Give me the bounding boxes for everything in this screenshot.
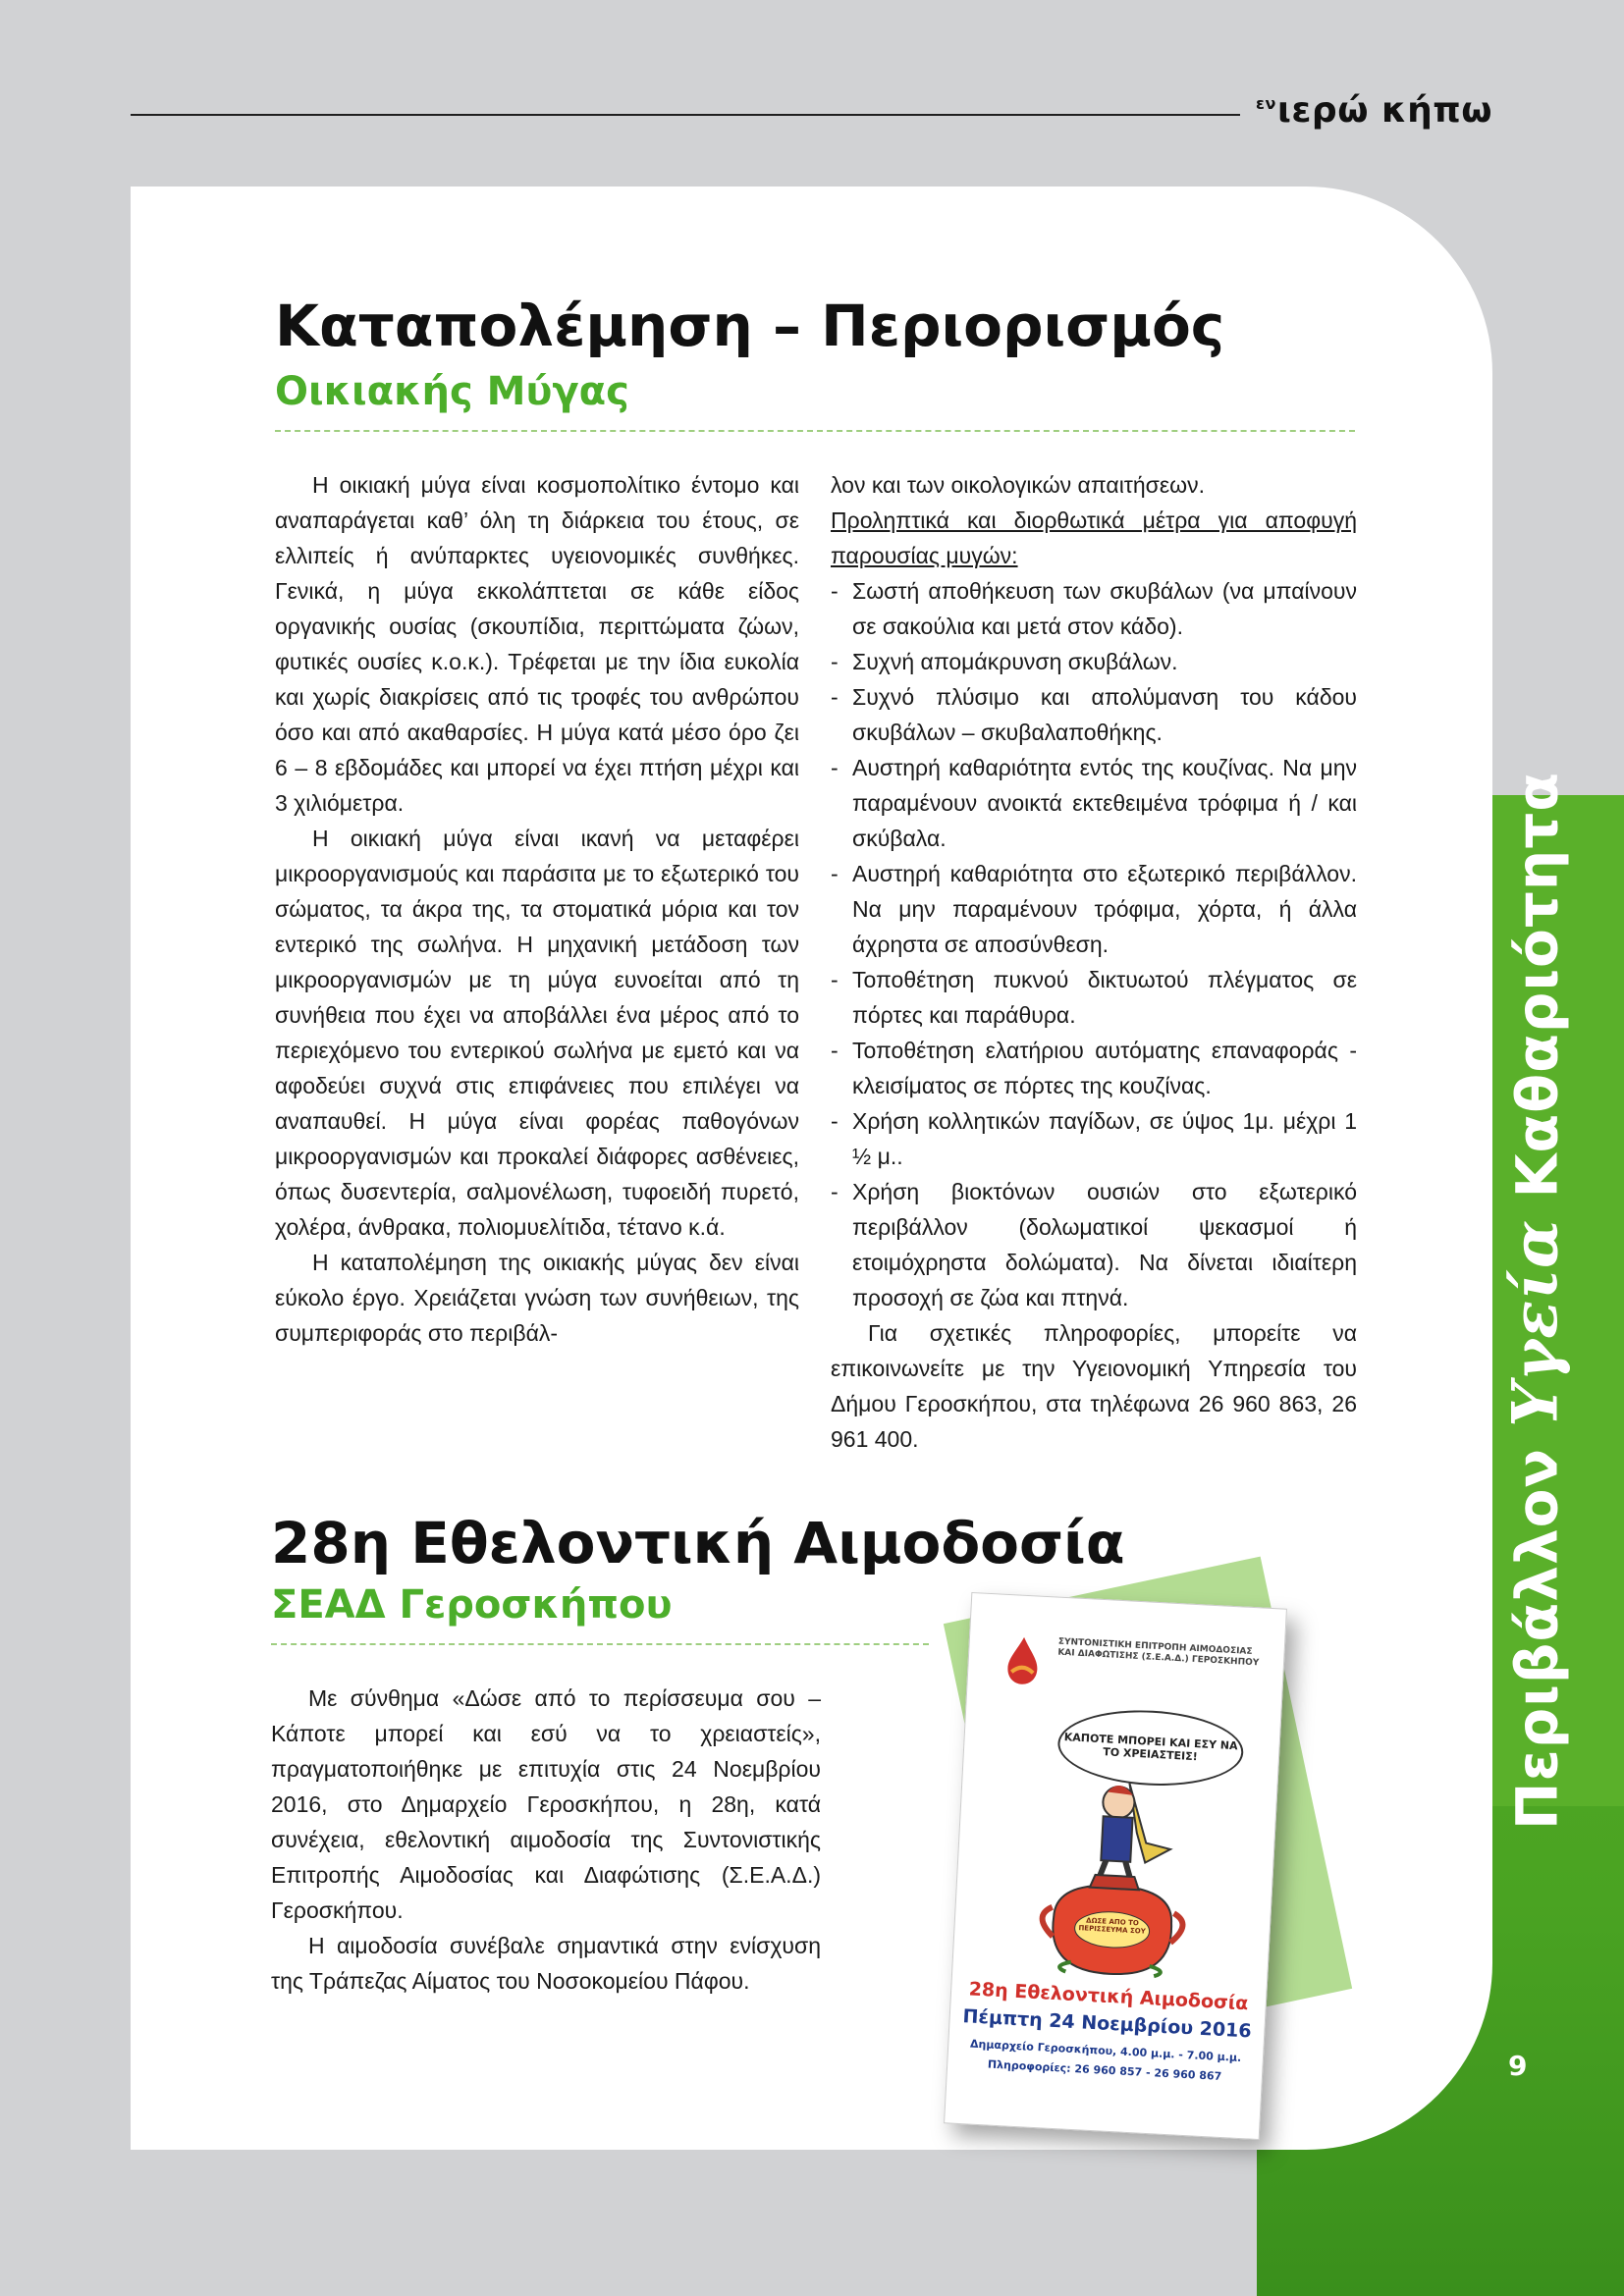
blood-drive-poster xyxy=(944,1592,1287,2140)
poster-jar-label: ΔΩΣΕ ΑΠΟ ΤΟ ΠΕΡΙΣΣΕΥΜΑ ΣΟΥ xyxy=(1078,1916,1146,1936)
section-label-highlight: Υγεία xyxy=(1498,1218,1573,1427)
article2-title: 28η Εθελοντική Αιμοδοσία xyxy=(271,1510,1125,1576)
list-item: - Αυστηρή καθαριότητα εντός της κουζίνας. Να μην παραμένουν ανοικτά εκτεθειμένα τρόφιμα ή / και σκύβαλα. xyxy=(831,750,1357,856)
header-rule xyxy=(131,114,1240,116)
poster-phone: Πληροφορίες: 26 960 857 - 26 960 867 xyxy=(987,2057,1222,2083)
list-item: - Αυστηρή καθαριότητα στο εξωτερικό περιβάλλον. Να μην παραμένουν τρόφιμα, χόρτα, ή άλλα άχρηστα σε αποσύνθεση. xyxy=(831,856,1357,962)
list-item: - Τοποθέτηση ελατήριου αυτόματης επαναφοράς - κλεισίματος σε πόρτες της κουζίνας. xyxy=(831,1033,1357,1103)
masthead-superscript: εν xyxy=(1256,94,1276,113)
poster-organisation: ΣΥΝΤΟΝΙΣΤΙΚΗ ΕΠΙΤΡΟΠΗ ΑΙΜΟΔΟΣΙΑΣ ΚΑΙ ΔΙΑΦΩΤΙΣΗΣ (Σ.Ε.Α.Δ.) ΓΕΡΟΣΚΗΠΟΥ xyxy=(1057,1636,1260,1669)
article1-column-1 xyxy=(275,467,799,1351)
article2-subtitle: ΣΕΑΔ Γεροσκήπου xyxy=(271,1582,673,1628)
section-label: Περιβάλλον Υγεία Καθαριότητα xyxy=(1498,771,1573,1831)
measures-list xyxy=(831,573,1357,1315)
article1-paragraph: Η οικιακή μύγα είναι ικανή να μεταφέρει μικροοργανισμούς και παράσιτα με το εξωτερικό του σώματος, τα άκρα της, τα στοματικά μόρια και τον εντερικό της σωλήνα. Η μηχανική μετάδοση των μικροοργανισμών με τη μύγα ευνοείται από τη συνήθεια που έχει να αποβάλλει ένα μέρος από το περιεχόμενο του εντερικού σωλήνα με εμετό και να αφοδεύει συχνά στις επιφάνειες που επιλέγει να αναπαυθεί. Η μύγα είναι φορέας παθογόνων μικροοργανισμών και προκαλεί διάφορες ασθένειες, όπως δυσεντερία, σαλμονέλωση, τυφοειδή πυρετό, χολέρα, άνθρακα, πολιομυελίτιδα, τέτανο κ.ά. xyxy=(275,826,799,1240)
article2-paragraph: Με σύνθημα «Δώσε από το περίσσευμα σου – Κάποτε μπορεί και εσύ να το χρειαστείς», πραγματοποιήθηκε με επιτυχία στις 24 Νοεμβρίου 2016, στο Δημαρχείο Γεροσκήπου, η 28η, κατά συνέχεια, εθελοντική αιμοδοσία της Συντονιστικής Επιτροπής Αιμοδοσίας και Διαφώτισης (Σ.Ε.Α.Δ.) Γεροσκήπου. xyxy=(271,1685,821,1923)
article1-paragraph: Η οικιακή μύγα είναι κοσμοπολίτικο έντομο και αναπαράγεται καθ’ όλη τη διάρκεια του έτους, σε ελλιπείς ή ανύπαρκτες υγειονομικές συνθήκες. Γενικά, η μύγα εκκολάπτεται σε κάθε είδος οργανικής ουσίας (σκουπίδια, περιττώματα ζώων, φυτικές ουσίες κ.ο.κ.). Τρέφεται με την ίδια ευκολία και χωρίς διακρίσεις από τις τροφές του ανθρώπου όσο και από ακαθαρσίες. Η μύγα κατά μέσο όρο ζει 6 – 8 εβδομάδες και μπορεί να έχει πτήση μέχρι και 3 χιλιόμετρα. xyxy=(275,472,799,816)
poster-speech-bubble: ΚΑΠΟΤΕ ΜΠΟΡΕΙ ΚΑΙ ΕΣΥ ΝΑ ΤΟ ΧΡΕΙΑΣΤΕΙΣ! xyxy=(1056,1706,1245,1790)
poster-title: 28η Εθελοντική Αιμοδοσία xyxy=(968,1978,1249,2015)
article1-paragraph: λον και των οικολογικών απαιτήσεων. xyxy=(831,472,1205,498)
article1-subtitle: Οικιακής Μύγας xyxy=(275,369,629,414)
list-item: - Συχνό πλύσιμο και απολύμανση του κάδου σκυβάλων – σκυβαλαποθήκης. xyxy=(831,679,1357,750)
poster-date: Πέμπτη 24 Νοεμβρίου 2016 xyxy=(962,2005,1253,2043)
blood-drop-logo-icon xyxy=(997,1632,1049,1694)
poster-venue: Δημαρχείο Γεροσκήπου, 4.00 μ.μ. - 7.00 μ.μ. xyxy=(969,2037,1242,2064)
masthead-title: ιερώ κήπω xyxy=(1276,90,1492,131)
cartoon-illustration-icon xyxy=(992,1767,1238,1985)
article1-title: Καταπολέμηση – Περιορισμός xyxy=(275,293,1225,359)
article2-body xyxy=(271,1681,821,1999)
article1-paragraph: Η καταπολέμηση της οικιακής μύγας δεν είναι εύκολο έργο. Χρειάζεται γνώση των συνήθειων, της συμπεριφοράς στο περιβάλ- xyxy=(275,1250,799,1346)
masthead xyxy=(1256,90,1492,131)
article2-paragraph: Η αιμοδοσία συνέβαλε σημαντικά στην ενίσχυση της Τράπεζας Αίματος του Νοσοκομείου Πάφου. xyxy=(271,1933,821,1994)
list-item: - Χρήση βιοκτόνων ουσιών στο εξωτερικό περιβάλλον (δολωματικοί ψεκασμοί ή ετοιμόχρηστα δολώματα). Να δίνεται ιδιαίτερη προσοχή σε ζώα και πτηνά. xyxy=(831,1174,1357,1315)
contact-paragraph: Για σχετικές πληροφορίες, μπορείτε να επικοινωνείτε με την Υγειονομική Υπηρεσία του Δήμου Γεροσκήπου, στα τηλέφωνα 26 960 863, 26 961 400. xyxy=(831,1320,1357,1452)
list-item: - Τοποθέτηση πυκνού δικτυωτού πλέγματος σε πόρτες και παράθυρα. xyxy=(831,962,1357,1033)
article1-column-2 xyxy=(831,467,1357,1457)
article2-divider xyxy=(271,1643,929,1645)
list-item: - Χρήση κολλητικών παγίδων, σε ύψος 1μ. μέχρι 1 ½ μ.. xyxy=(831,1103,1357,1174)
article1-divider xyxy=(275,430,1355,432)
list-item: - Συχνή απομάκρυνση σκυβάλων. xyxy=(831,644,1357,679)
measures-heading: Προληπτικά και διορθωτικά μέτρα για αποφυγή παρουσίας μυγών: xyxy=(831,507,1357,568)
page-number: 9 xyxy=(1508,2050,1528,2082)
list-item: - Σωστή αποθήκευση των σκυβάλων (να μπαίνουν σε σακούλια και μετά στον κάδο). xyxy=(831,573,1357,644)
